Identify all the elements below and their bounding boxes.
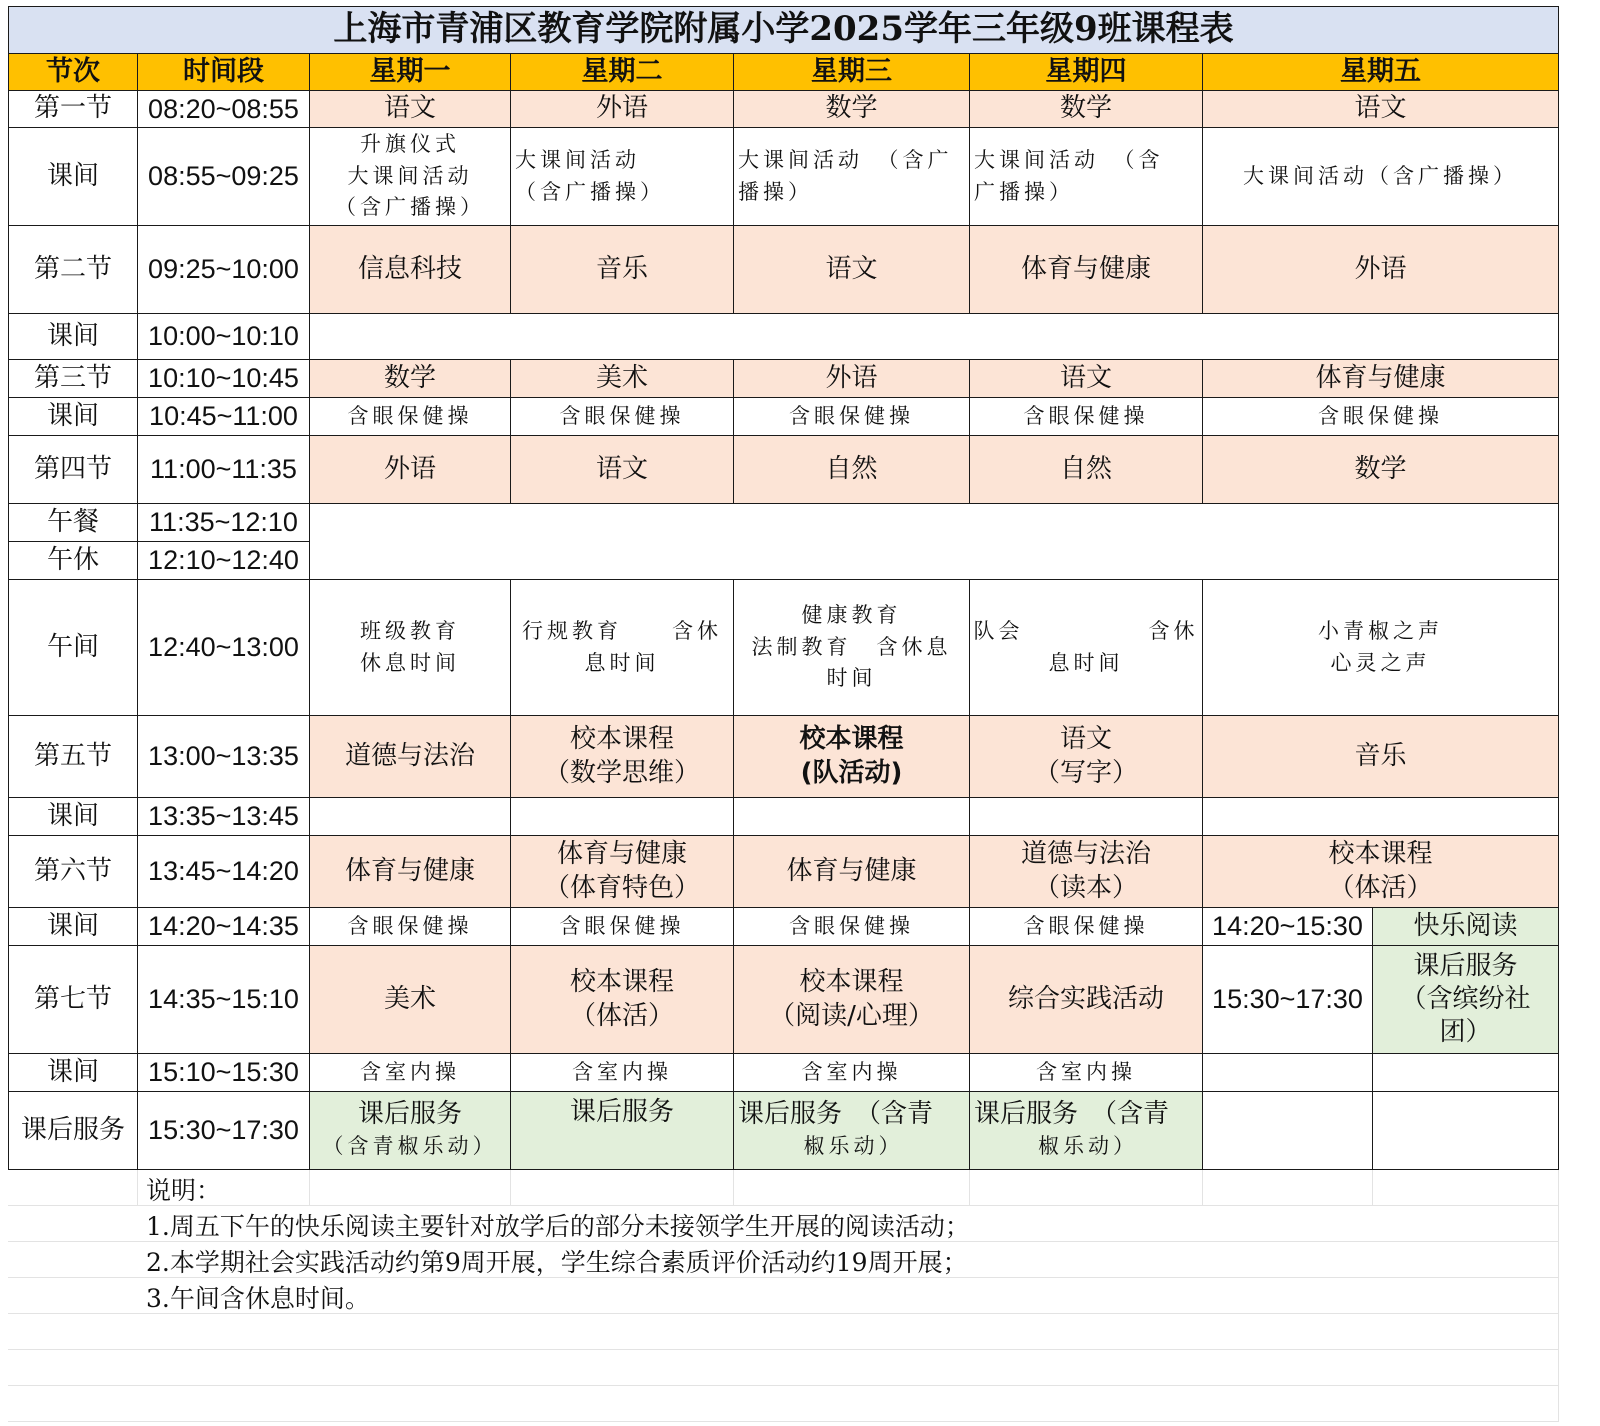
period-label: 课间 [8,128,138,226]
activity-line: 法制教育 含休息 [751,634,952,659]
lesson-cell [511,836,734,908]
activity-cell: 含室内操 [511,1054,734,1092]
lesson-cell [511,946,734,1054]
lesson-line: 校本课程 [799,967,904,998]
lesson-cell: 体育与健康 [310,836,511,908]
lesson-line: 语文 [1059,724,1112,755]
lesson-cell: 数学 [1203,436,1559,504]
period-time: 10:10~10:45 [138,360,310,398]
service-line: 椒乐动） [803,1134,904,1159]
activity-line: 播操） [738,179,813,204]
activity-cell: 含眼保健操 [310,908,511,946]
lesson-cell: 外语 [734,360,970,398]
activity-cell: 含眼保健操 [734,398,970,436]
lesson-cell: 外语 [511,91,734,128]
period-time: 10:45~11:00 [138,398,310,436]
lesson-line: 道德与法治 [1020,839,1151,870]
activity-line: 升旗仪式 [360,132,460,157]
friday-activity [1373,946,1559,1054]
activity-cell [310,580,511,716]
lesson-line: 校本课程 [569,724,674,755]
activity-cell [970,580,1203,716]
lesson-cell [1203,836,1559,908]
activity-line: （含缤纷社 [1400,983,1531,1014]
period-label: 第一节 [8,91,138,128]
empty-cell [1373,1092,1559,1170]
period-time: 12:10~12:40 [138,542,310,580]
service-cell [734,1092,970,1170]
friday-activity: 快乐阅读 [1373,908,1559,946]
period-label: 午间 [8,580,138,716]
period-time: 09:25~10:00 [138,226,310,314]
activity-line: 大课间活动 （含 [974,148,1164,172]
lesson-line: 校本课程 [1328,839,1433,870]
service-line: 课后服务 [357,1099,462,1130]
activity-line: 团） [1439,1017,1492,1048]
activity-cell [511,580,734,716]
lesson-line: （阅读/心理） [769,1000,934,1031]
service-cell: 课后服务 [511,1092,734,1170]
header-tuesday: 星期二 [511,54,734,91]
activity-cell: 大课间活动（含广播操） [1203,128,1559,226]
period-time: 11:00~11:35 [138,436,310,504]
period-time: 14:20~14:35 [138,908,310,946]
activity-cell: 含眼保健操 [970,908,1203,946]
activity-line: （含广播操） [515,179,665,204]
activity-cell: 含眼保健操 [1203,398,1559,436]
activity-line: 时间 [826,666,877,691]
activity-line: 休息时间 [360,650,460,675]
activity-line: 大课间活动 [515,148,640,172]
lesson-cell: 美术 [310,946,511,1054]
lesson-line: （写字） [1033,757,1138,788]
period-label: 第五节 [8,716,138,798]
friday-time: 14:20~15:30 [1203,908,1373,946]
service-line: 课后服务 （含青 [738,1099,934,1130]
period-label: 午休 [8,542,138,580]
period-label: 课间 [8,398,138,436]
period-label: 课间 [8,908,138,946]
lesson-cell: 外语 [310,436,511,504]
lesson-line: （数学思维） [543,757,700,788]
empty-cell [310,504,1559,542]
activity-line: 大课间活动 （含广 [738,148,953,172]
lesson-cell: 体育与健康 [734,836,970,908]
empty-cell [1373,1054,1559,1092]
notes-heading: 说明： [146,1176,222,1205]
activity-line: 班级教育 [360,619,460,643]
period-label: 第三节 [8,360,138,398]
activity-cell: 含室内操 [734,1054,970,1092]
period-label: 第六节 [8,836,138,908]
period-label: 第七节 [8,946,138,1054]
friday-time: 15:30~17:30 [1203,946,1373,1054]
lesson-cell: 数学 [734,91,970,128]
activity-cell: 含室内操 [310,1054,511,1092]
header-monday: 星期一 [310,54,511,91]
lesson-cell: 自然 [970,436,1203,504]
service-line: 椒乐动） [1038,1134,1138,1159]
lesson-cell: 语文 [511,436,734,504]
activity-cell [734,128,970,226]
lesson-cell: 语文 [970,360,1203,398]
lesson-cell [734,716,970,798]
activity-cell [310,128,511,226]
activity-cell [970,128,1203,226]
period-time: 13:45~14:20 [138,836,310,908]
empty-cell [310,542,1559,580]
period-time: 12:40~13:00 [138,580,310,716]
lesson-cell: 数学 [970,91,1203,128]
header-friday: 星期五 [1203,54,1559,91]
lesson-cell: 体育与健康 [1203,360,1559,398]
activity-cell: 含眼保健操 [310,398,511,436]
empty-cell [1203,1092,1373,1170]
service-line: （含青椒乐动） [322,1134,498,1159]
period-label: 午餐 [8,504,138,542]
activity-cell: 含室内操 [970,1054,1203,1092]
activity-cell [1203,580,1559,716]
period-label: 课后服务 [8,1092,138,1170]
empty-cell [970,798,1203,836]
activity-line: 健康教育 [801,603,902,628]
lesson-cell [970,836,1203,908]
header-time: 时间段 [138,54,310,91]
lesson-line: 校本课程 [569,967,674,998]
lesson-line: （体活） [569,1000,674,1031]
activity-cell: 含眼保健操 [970,398,1203,436]
lesson-cell: 语文 [310,91,511,128]
lesson-line: (队活动) [800,757,903,788]
empty-cell [310,314,1559,360]
lesson-line: （体活） [1328,872,1433,903]
activity-line: 心灵之声 [1330,650,1431,675]
period-label: 课间 [8,1054,138,1092]
activity-line: 息时间 [1048,650,1124,675]
lesson-cell: 体育与健康 [970,226,1203,314]
lesson-cell: 道德与法治 [310,716,511,798]
service-line: 课后服务 （含青 [974,1099,1170,1130]
empty-cell [1203,1054,1373,1092]
period-time: 10:00~10:10 [138,314,310,360]
period-time: 15:30~17:30 [138,1092,310,1170]
activity-line: （含广播操） [335,195,485,220]
activity-line: 息时间 [584,650,660,675]
lesson-cell: 数学 [310,360,511,398]
header-wednesday: 星期三 [734,54,970,91]
activity-cell: 含眼保健操 [511,908,734,946]
lesson-cell [970,716,1203,798]
lesson-line: （读本） [1033,872,1138,903]
activity-line: 广播操） [974,179,1074,204]
empty-cell [1203,798,1559,836]
lesson-line: 校本课程 [799,724,904,755]
lesson-cell [734,946,970,1054]
lesson-cell: 美术 [511,360,734,398]
timetable-title: 上海市青浦区教育学院附属小学2025学年三年级9班课程表 [8,6,1559,54]
activity-cell: 含眼保健操 [511,398,734,436]
note-item: 3.午间含休息时间。 [146,1284,370,1313]
period-time: 11:35~12:10 [138,504,310,542]
activity-line: 大课间活动 [347,163,473,188]
period-time: 15:10~15:30 [138,1054,310,1092]
activity-line: 行规教育 含休 [522,619,722,643]
period-label: 课间 [8,314,138,360]
activity-cell [511,128,734,226]
lesson-cell: 音乐 [1203,716,1559,798]
activity-cell [734,580,970,716]
period-label: 课间 [8,798,138,836]
period-label: 第二节 [8,226,138,314]
period-time: 13:35~13:45 [138,798,310,836]
activity-cell: 含眼保健操 [734,908,970,946]
empty-cell [511,798,734,836]
lesson-cell: 语文 [1203,91,1559,128]
period-time: 14:35~15:10 [138,946,310,1054]
period-time: 08:55~09:25 [138,128,310,226]
activity-line: 队会 含休 [973,619,1199,643]
period-time: 08:20~08:55 [138,91,310,128]
service-cell [310,1092,511,1170]
empty-cell [310,798,511,836]
lesson-cell: 语文 [734,226,970,314]
activity-line: 小青椒之声 [1318,619,1443,643]
lesson-line: 体育与健康 [556,839,687,870]
lesson-cell: 综合实践活动 [970,946,1203,1054]
period-label: 第四节 [8,436,138,504]
lesson-line: （体育特色） [543,872,700,903]
lesson-cell: 信息科技 [310,226,511,314]
activity-line: 课后服务 [1413,950,1518,981]
header-period: 节次 [8,54,138,91]
lesson-cell: 音乐 [511,226,734,314]
header-thursday: 星期四 [970,54,1203,91]
empty-cell [734,798,970,836]
service-cell [970,1092,1203,1170]
period-time: 13:00~13:35 [138,716,310,798]
note-item: 2.本学期社会实践活动约第9周开展，学生综合素质评价活动约19周开展； [146,1248,968,1277]
lesson-cell [511,716,734,798]
lesson-cell: 外语 [1203,226,1559,314]
lesson-cell: 自然 [734,436,970,504]
note-item: 1.周五下午的快乐阅读主要针对放学后的部分未接领学生开展的阅读活动； [146,1212,970,1241]
